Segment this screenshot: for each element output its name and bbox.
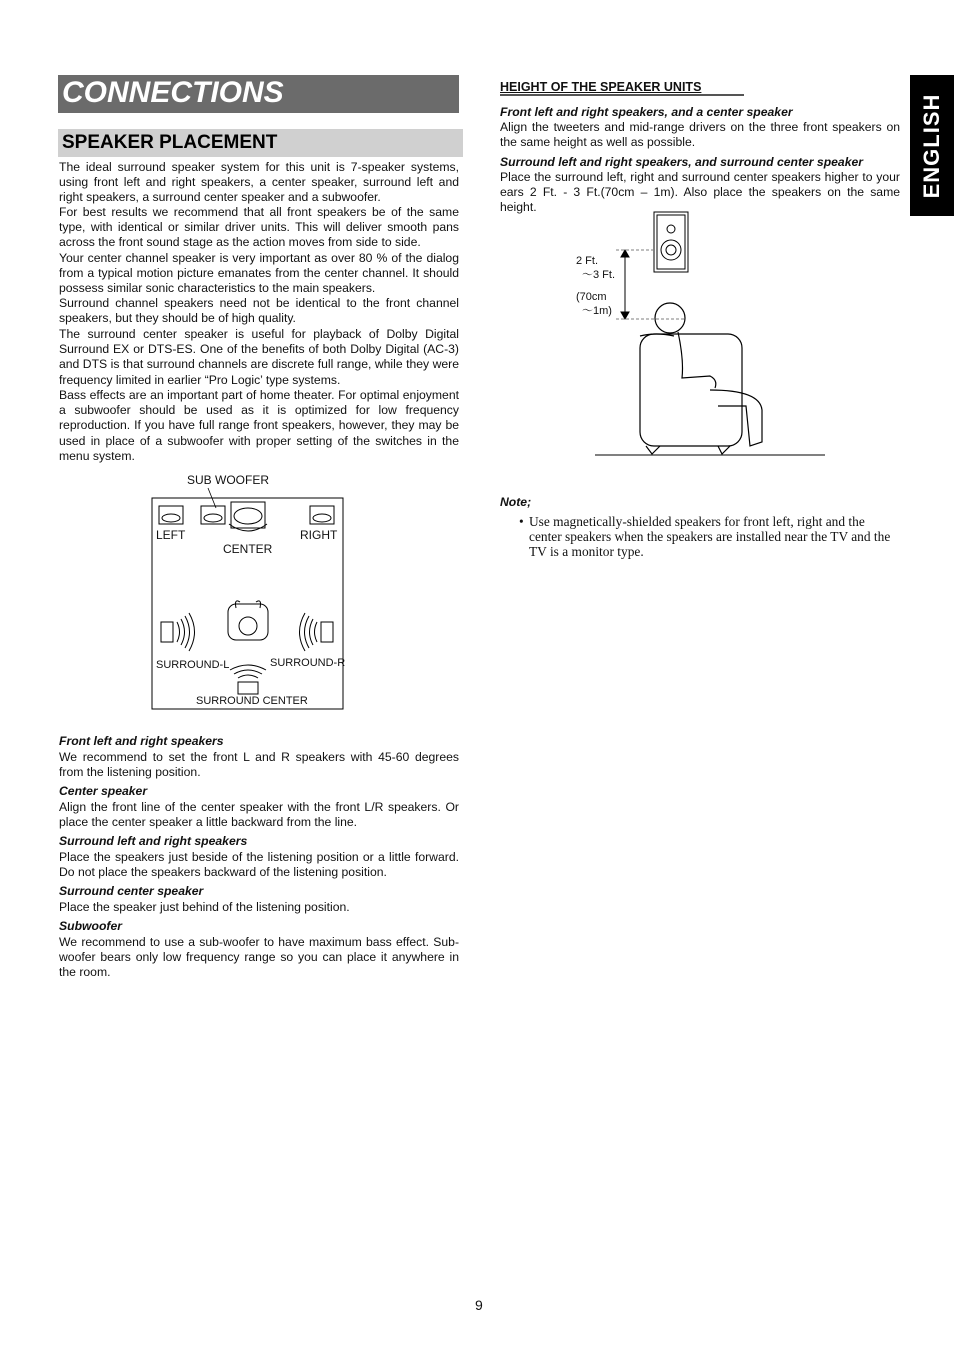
front-lr-heading: Front left and right speakers bbox=[59, 734, 224, 748]
height-label-2ft: 2 Ft. bbox=[576, 255, 599, 267]
listener-icon bbox=[228, 601, 268, 640]
surround-lr-text: Place the speakers just beside of the listening position or a little forward. Do not place the speakers backward of the listening position. bbox=[59, 850, 459, 880]
section-bar bbox=[58, 129, 463, 157]
section-title: SPEAKER PLACEMENT bbox=[62, 132, 278, 153]
height-surround-text: Place the surround left, right and surround center speakers higher to your ears 2 Ft. - 3 Ft.(70cm – 1m). Also place the speakers on the same height. bbox=[500, 170, 900, 215]
note-text: Use magnetically-shielded speakers for front left, right and the center speakers when the speakers are installed near the TV and the TV is a monitor type. bbox=[529, 514, 891, 560]
height-diagram bbox=[590, 210, 830, 460]
front-lr-text: We recommend to set the front L and R speakers with 45-60 degrees from the listening position. bbox=[59, 750, 459, 780]
subwoofer-text: We recommend to use a sub-woofer to have maximum bass effect. Sub-woofer bears only low frequency range so you can place it anywhere in the room. bbox=[59, 935, 459, 980]
wall-speaker-icon bbox=[654, 212, 688, 272]
page-number: 9 bbox=[475, 1297, 483, 1313]
height-arrow bbox=[621, 250, 629, 319]
surround-l-label: SURROUND-L bbox=[156, 659, 230, 671]
intro-paragraph-2: For best results we recommend that all front speakers be of the same type, with identical or similar driver units. This will deliver smooth pans across the front sound stage as the action moves from side to side. bbox=[59, 205, 459, 250]
height-section-title: HEIGHT OF THE SPEAKER UNITS bbox=[500, 80, 702, 94]
height-label-3ft: 〜3 Ft. bbox=[582, 269, 616, 281]
center-speaker-icon bbox=[229, 502, 267, 531]
left-speaker-icon bbox=[159, 506, 183, 524]
center-label: CENTER bbox=[223, 542, 273, 556]
subwoofer-heading: Subwoofer bbox=[59, 919, 122, 933]
height-front-heading: Front left and right speakers, and a center speaker bbox=[500, 105, 793, 119]
height-surround-heading: Surround left and right speakers, and surround center speaker bbox=[500, 155, 864, 169]
height-label-1m: 〜1m) bbox=[582, 305, 612, 317]
page-title: CONNECTIONS bbox=[62, 76, 284, 109]
sub-woofer-label: SUB WOOFER bbox=[187, 473, 270, 487]
intro-paragraph-6: Bass effects are an important part of home theater. For optimal enjoyment a subwoofer should be used as it is optimized for low frequency reproduction. If you have full range front speakers, however, they may be used in place of a subwoofer with proper setting of the switches in the menu system. bbox=[59, 388, 459, 463]
language-tab bbox=[910, 75, 954, 216]
right-speaker-icon bbox=[310, 506, 334, 524]
intro-paragraph-5: The surround center speaker is useful for playback of Dolby Digital Surround EX or DTS-ES. One of the benefits of both Dolby Digital (AC-3) and DTS is that surround channels are discrete full range, while they were frequency limited in earlier “Pro Logic’ type systems. bbox=[59, 327, 459, 387]
subwoofer-icon bbox=[201, 506, 225, 524]
surround-center-speaker-icon bbox=[230, 665, 266, 694]
intro-paragraph-4: Surround channel speakers need not be identical to the front channel speakers, but they should be of high quality. bbox=[59, 296, 459, 326]
language-tab-label: ENGLISH bbox=[919, 93, 944, 198]
surround-r-label: SURROUND-R bbox=[270, 657, 346, 669]
height-front-text: Align the tweeters and mid-range drivers on the three front speakers on the same height as well as possible. bbox=[500, 120, 900, 150]
intro-paragraph-3: Your center channel speaker is very important as over 80 % of the dialog from a typical motion picture emanates from the center channel. It should possess similar sonic characteristics to the main speakers. bbox=[59, 251, 459, 296]
surround-right-speaker-icon bbox=[300, 613, 334, 651]
surround-lr-heading: Surround left and right speakers bbox=[59, 834, 248, 848]
surround-center-heading: Surround center speaker bbox=[59, 884, 204, 898]
intro-paragraph-1: The ideal surround speaker system for this unit is 7-speaker systems, using front left and right speakers, a center speaker, surround left and right speakers, a surround center speaker and a subwoofer. bbox=[59, 160, 459, 205]
title-bar bbox=[58, 75, 459, 113]
height-title-underline bbox=[500, 94, 744, 96]
left-label: LEFT bbox=[156, 528, 186, 542]
surround-left-speaker-icon bbox=[161, 613, 195, 651]
note-heading: Note; bbox=[500, 495, 532, 509]
seated-listener-icon bbox=[640, 303, 762, 454]
center-speaker-text: Align the front line of the center speaker with the front L/R speakers. Or place the center speaker a little backward from the line. bbox=[59, 800, 459, 830]
center-speaker-heading: Center speaker bbox=[59, 784, 148, 798]
speaker-layout-diagram bbox=[150, 486, 346, 712]
note-bullet: • bbox=[519, 514, 524, 529]
surround-center-text: Place the speaker just behind of the listening position. bbox=[59, 900, 350, 914]
right-label: RIGHT bbox=[300, 528, 338, 542]
surround-center-label: SURROUND CENTER bbox=[196, 695, 308, 707]
height-label-70cm: (70cm bbox=[576, 291, 607, 303]
